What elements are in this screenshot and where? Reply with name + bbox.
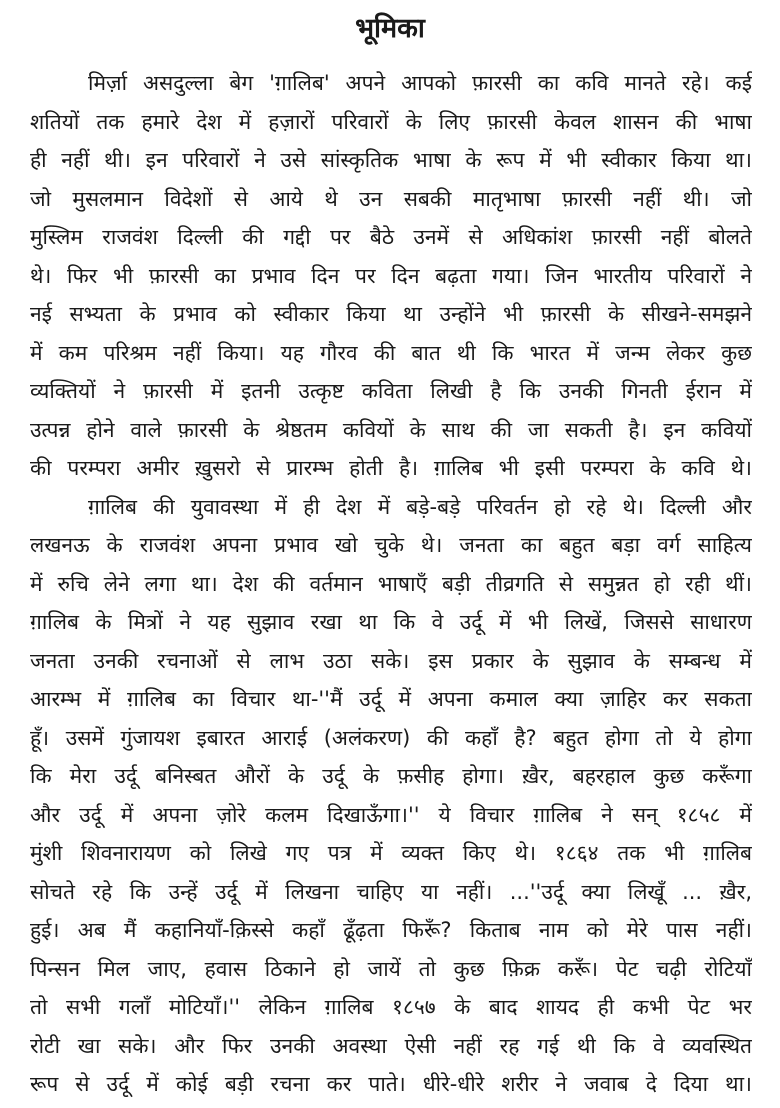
- text-line: थे। फिर भी फ़ारसी का प्रभाव दिन पर दिन बढ़ता गया। जिन भारतीय परिवारों ने: [30, 263, 752, 288]
- document-body: [30, 64, 752, 1104]
- text-line: सोचते रहे कि उन्हें उर्दू में लिखना चाहिए या नहीं। ...''उर्दू क्या लिखूँ ... ख़ैर,: [30, 879, 752, 904]
- text-line: हुई। अब मैं कहानियाँ-क़िस्से कहाँ ढूँढ़ता फिरूँ? किताब नाम को मेरे पास नहीं।: [30, 918, 752, 942]
- text-line: मुंशी शिवनारायण को लिखे गए पत्र में व्यक्त किए थे। १८६४ तक भी ग़ालिब: [30, 841, 752, 865]
- text-line: में रुचि लेने लगा था। देश की वर्तमान भाषाएँ बड़ी तीव्रगति से समुन्नत हो रही थीं।: [30, 571, 752, 596]
- text-line: ही नहीं थी। इन परिवारों ने उसे सांस्कृतिक भाषा के रूप में भी स्वीकार किया था।: [30, 148, 752, 172]
- text-line: लखनऊ के राजवंश अपना प्रभाव खो चुके थे। जनता का बहुत बड़ा वर्ग साहित्य: [30, 533, 752, 557]
- text-line: जो मुसलमान विदेशों से आये थे उन सबकी मातृभाषा फ़ारसी नहीं थी। जो: [30, 186, 752, 211]
- text-line: कि मेरा उर्दू बनिस्बत औरों के उर्दू के फ़सीह होगा। ख़ैर, बहरहाल कुछ करूँगा: [30, 764, 752, 788]
- text-line: तो सभी गलाँ मोटियाँ।'' लेकिन ग़ालिब १८५७ के बाद शायद ही कभी पेट भर: [30, 995, 752, 1019]
- text-line: रूप से उर्दू में कोई बड़ी रचना कर पाते। धीरे-धीरे शरीर ने जवाब दे दिया था।: [30, 1072, 752, 1096]
- text-line: में कम परिश्रम नहीं किया। यह गौरव की बात थी कि भारत में जन्म लेकर कुछ: [30, 340, 752, 365]
- text-line: की परम्परा अमीर ख़ुसरो से प्रारम्भ होती है। ग़ालिब भी इसी परम्परा के कवि थे।: [30, 456, 752, 480]
- text-line: और उर्दू में अपना ज़ोरे कलम दिखाऊँगा।'' ये विचार ग़ालिब ने सन् १८५८ में: [30, 802, 752, 827]
- paragraph: [30, 64, 752, 488]
- text-line: आरम्भ में ग़ालिब का विचार था-''मैं उर्दू में अपना कमाल क्या ज़ाहिर कर सकता: [30, 687, 752, 711]
- text-line: नई सभ्यता के प्रभाव को स्वीकार किया था उन्होंने भी फ़ारसी के सीखने-समझने: [30, 302, 752, 326]
- paragraph: [30, 488, 752, 1104]
- text-line: पिन्सन मिल जाए, हवास ठिकाने हो जायें तो कुछ फ़िक्र करूँ। पेट चढ़ी रोटियाँ: [30, 956, 752, 981]
- text-line: व्यक्तियों ने फ़ारसी में इतनी उत्कृष्ट कविता लिखी है कि उनकी गिनती ईरान में: [30, 379, 752, 403]
- text-line: रोटी खा सके। और फिर उनकी अवस्था ऐसी नहीं रह गई थी कि वे व्यवस्थित: [30, 1033, 752, 1058]
- text-line: जनता उनकी रचनाओं से लाभ उठा सके। इस प्रकार के सुझाव के सम्बन्ध में: [30, 648, 752, 673]
- text-line: ग़ालिब के मित्रों ने यह सुझाव रखा था कि वे उर्दू में भी लिखें, जिससे साधारण: [30, 610, 752, 634]
- text-line: शतियों तक हमारे देश में हज़ारों परिवारों के लिए फ़ारसी केवल शासन की भाषा: [30, 109, 752, 134]
- text-line: उत्पन्न होने वाले फ़ारसी के श्रेष्ठतम कवियों के साथ की जा सकती है। इन कवियों: [30, 417, 752, 442]
- page-title: भूमिका: [355, 13, 425, 44]
- text-line: ग़ालिब की युवावस्था में ही देश में बड़े-बड़े परिवर्तन हो रहे थे। दिल्ली और: [88, 494, 752, 519]
- text-line: हूँ। उसमें गुंजायश इबारत आराई (अलंकरण) की कहाँ है? बहुत होगा तो ये होगा: [30, 725, 752, 750]
- text-line: मुस्लिम राजवंश दिल्ली की गद्दी पर बैठे उनमें से अधिकांश फ़ारसी नहीं बोलते: [30, 225, 752, 249]
- text-line: मिर्ज़ा असदुल्ला बेग 'ग़ालिब' अपने आपको फ़ारसी का कवि मानते रहे। कई: [88, 71, 752, 95]
